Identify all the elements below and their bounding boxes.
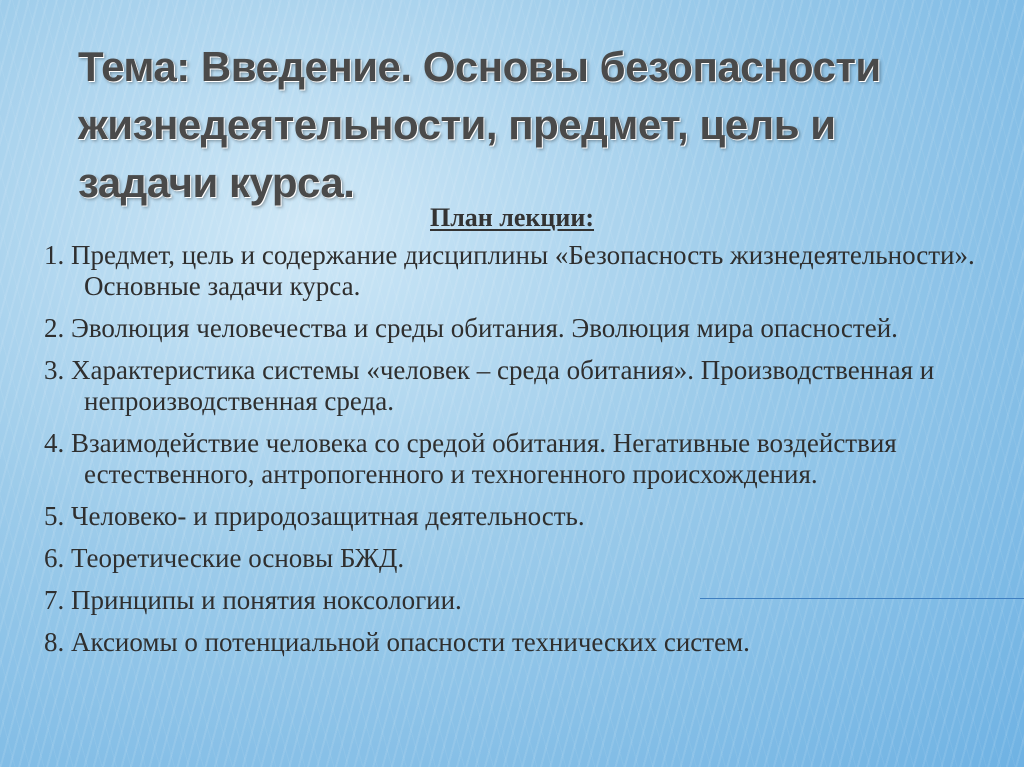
plan-heading-text: План лекции: [430, 203, 594, 232]
plan-item-8: 8. Аксиомы о потенциальной опасности технических систем. [44, 627, 750, 657]
plan-item-2: 2. Эволюция человечества и среды обитания. Эволюция мира опасностей. [44, 313, 898, 343]
plan-list [44, 240, 1004, 669]
plan-heading [0, 203, 1024, 233]
plan-item-4: 4. Взаимодействие человека со средой обитания. Негативные воздействия естественного, антропогенного и техногенного происхождения. [44, 428, 897, 489]
plan-item-1: 1. Предмет, цель и содержание дисциплины «Безопасность жизнедеятельности». Основные задачи курса. [44, 240, 975, 301]
decorative-line [700, 598, 1024, 599]
slide-title: Тема: Введение. Основы безопасности жизнедеятельности, предмет, цель и задачи курса. [78, 43, 881, 206]
plan-item-7: 7. Принципы и понятия ноксологии. [44, 585, 462, 615]
plan-item-5: 5. Человеко- и природозащитная деятельность. [44, 501, 585, 531]
plan-item-3: 3. Характеристика системы «человек – среда обитания». Производственная и непроизводственная среда. [44, 355, 935, 416]
plan-item-6: 6. Теоретические основы БЖД. [44, 543, 405, 573]
